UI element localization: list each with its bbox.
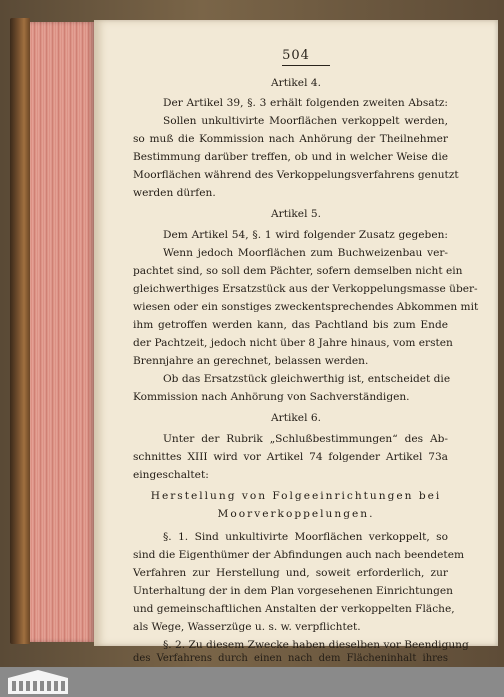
- section-heading: Herstellung von Folgeeinrichtungen bei: [150, 490, 442, 502]
- text-line: pachtet sind, so soll dem Pächter, sofern demselben nicht ein: [133, 265, 463, 277]
- text-line: schnittes XIII wird vor Artikel 74 folgender Artikel 73a: [133, 451, 448, 463]
- text-line: Moorflächen während des Verkoppelungsverfahrens genutzt: [133, 169, 459, 181]
- text-line: Verfahren zur Herstellung und, soweit erforderlich, zur: [133, 567, 448, 579]
- text-line: Brennjahre an gerechnet, belassen werden.: [133, 355, 369, 367]
- section-subheading: Moorverkoppelungen.: [217, 508, 375, 520]
- text-line: wiesen oder ein sonstiges zweckentsprechendes Abkommen mit: [133, 301, 479, 313]
- text-line: sind die Eigenthümer der Abfindungen auch nach beendetem: [133, 549, 465, 561]
- section-heading: Artikel 5.: [271, 208, 321, 220]
- section-heading: Artikel 6.: [271, 412, 321, 424]
- book-cover-edge: [10, 18, 30, 644]
- library-building-icon: [6, 668, 70, 696]
- text-line: Unter der Rubrik „Schlußbestimmungen“ des Ab-: [163, 433, 448, 445]
- text-line: §. 1. Sind unkultivirte Moorflächen verkoppelt, so: [163, 531, 448, 543]
- text-line: §. 2. Zu diesem Zwecke haben dieselben vor Beendigung: [163, 639, 469, 651]
- text-line: Kommission nach Anhörung von Sachverständigen.: [133, 391, 410, 403]
- text-line: gleichwerthiges Ersatzstück aus der Verkoppelungsmasse über-: [133, 283, 478, 295]
- text-line: Wenn jedoch Moorflächen zum Buchweizenbau ver-: [163, 247, 448, 259]
- text-line: Unterhaltung der in dem Plan vorgesehenen Einrichtungen: [133, 585, 453, 597]
- page-number-rule: [282, 65, 330, 66]
- text-line: eingeschaltet:: [133, 469, 209, 481]
- text-line: Der Artikel 39, §. 3 erhält folgenden zweiten Absatz:: [163, 97, 448, 109]
- text-line: Ob das Ersatzstück gleichwerthig ist, entscheidet die: [163, 373, 451, 385]
- section-heading: Artikel 4.: [271, 77, 321, 89]
- text-line: Sollen unkultivirte Moorflächen verkoppelt werden,: [163, 115, 448, 127]
- viewer-footer-bar: [0, 667, 504, 697]
- text-line: Dem Artikel 54, §. 1 wird folgender Zusatz gegeben:: [163, 229, 448, 241]
- text-line: ihm getroffen werden kann, das Pachtland bis zum Ende: [133, 319, 448, 331]
- page-number: 504: [282, 48, 310, 63]
- text-line: Bestimmung darüber treffen, ob und in welcher Weise die: [133, 151, 448, 163]
- text-line: werden dürfen.: [133, 187, 216, 199]
- text-line: des Verfahrens durch einen nach dem Flächeninhalt ihres: [133, 653, 448, 664]
- text-line: der Pachtzeit, jedoch nicht über 8 Jahre hinaus, vom ersten: [133, 337, 453, 349]
- page-edges: [30, 22, 94, 642]
- text-line: und gemeinschaftlichen Anstalten der verkoppelten Fläche,: [133, 603, 455, 615]
- text-line: als Wege, Wasserzüge u. s. w. verpflichtet.: [133, 621, 361, 633]
- text-line: so muß die Kommission nach Anhörung der Theilnehmer: [133, 133, 448, 145]
